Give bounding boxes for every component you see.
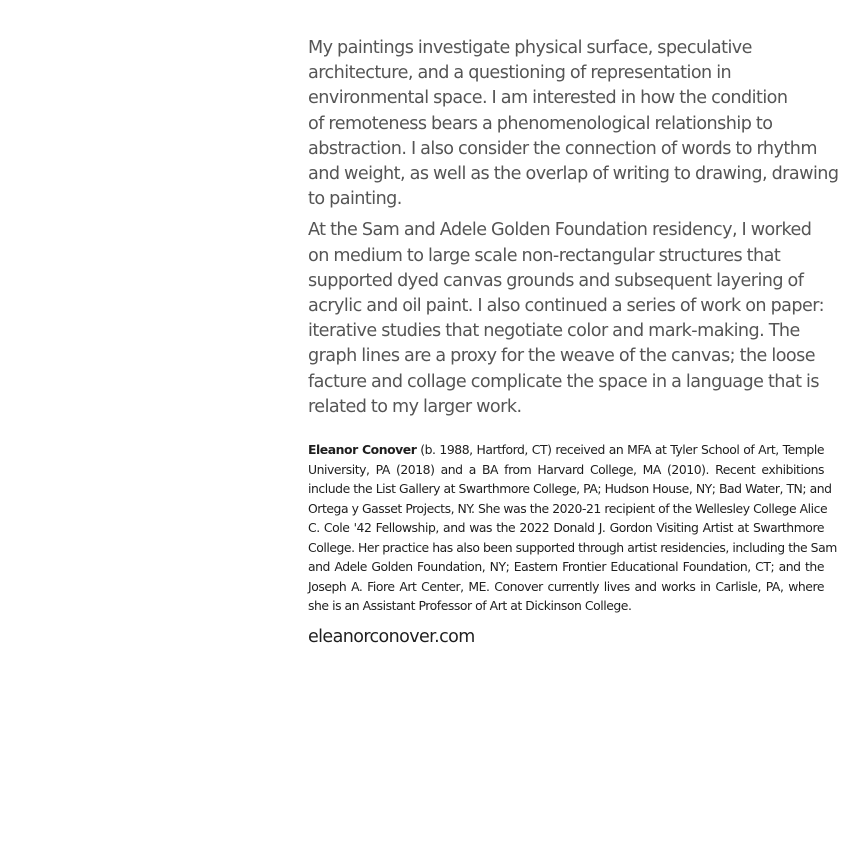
statement-line: My paintings investigate physical surface, speculative xyxy=(308,38,752,58)
statement-line: and weight, as well as the overlap of writing to drawing, drawing xyxy=(308,164,839,185)
bio-line: she is an Assistant Professor of Art at Dickinson College. xyxy=(308,598,632,614)
statement-line: abstraction. I also consider the connection of words to rhythm xyxy=(308,138,817,159)
statement-line: architecture, and a questioning of representation in xyxy=(308,63,732,84)
bio-line: include the List Gallery at Swarthmore College, PA; Hudson House, NY; Bad Water, TN; and xyxy=(308,481,832,497)
bio-line: and Adele Golden Foundation, NY; Eastern Frontier Educational Foundation, CT; and the xyxy=(308,559,824,575)
artist-page-column xyxy=(308,36,839,649)
bio-line: University, PA (2018) and a BA from Harvard College, MA (2010). Recent exhibitions xyxy=(308,461,824,477)
bio-line: C. Cole '42 Fellowship, and was the 2022 Donald J. Gordon Visiting Artist at Swarthmore xyxy=(308,520,824,536)
statement-line: acrylic and oil paint. I also continued a series of work on paper: xyxy=(308,296,825,317)
bio-first-line-text: (b. 1988, Hartford, CT) received an MFA at Tyler School of Art, Temple xyxy=(416,442,824,458)
bio-line xyxy=(308,440,824,460)
website-link[interactable]: eleanorconover.com xyxy=(308,626,475,647)
statement-line: iterative studies that negotiate color and mark-making. The xyxy=(308,321,800,342)
statement-line: of remoteness bears a phenomenological relationship to xyxy=(308,113,773,134)
artist-statement-paragraph-1 xyxy=(308,36,839,212)
statement-line: to painting. xyxy=(308,189,402,210)
bio-line: College. Her practice has also been supported through artist residencies, including the Sam xyxy=(308,539,837,555)
bio-line: Joseph A. Fiore Art Center, ME. Conover currently lives and works in Carlisle, PA, where xyxy=(308,578,824,594)
statement-line: At the Sam and Adele Golden Foundation residency, I worked xyxy=(308,220,812,241)
statement-line: environmental space. I am interested in how the condition xyxy=(308,88,788,109)
bio-line: Ortega y Gasset Projects, NY. She was the 2020-21 recipient of the Wellesley College Alice xyxy=(308,500,828,516)
statement-line: related to my larger work. xyxy=(308,396,522,417)
statement-line: graph lines are a proxy for the weave of the canvas; the loose xyxy=(308,346,816,367)
statement-line: on medium to large scale non-rectangular structures that xyxy=(308,245,781,266)
artist-bio xyxy=(308,440,837,616)
artist-statement-paragraph-2 xyxy=(308,218,824,420)
artist-name: Eleanor Conover xyxy=(308,442,417,458)
statement-line: facture and collage complicate the space in a language that is xyxy=(308,371,819,392)
statement-line: supported dyed canvas grounds and subsequent layering of xyxy=(308,270,804,291)
